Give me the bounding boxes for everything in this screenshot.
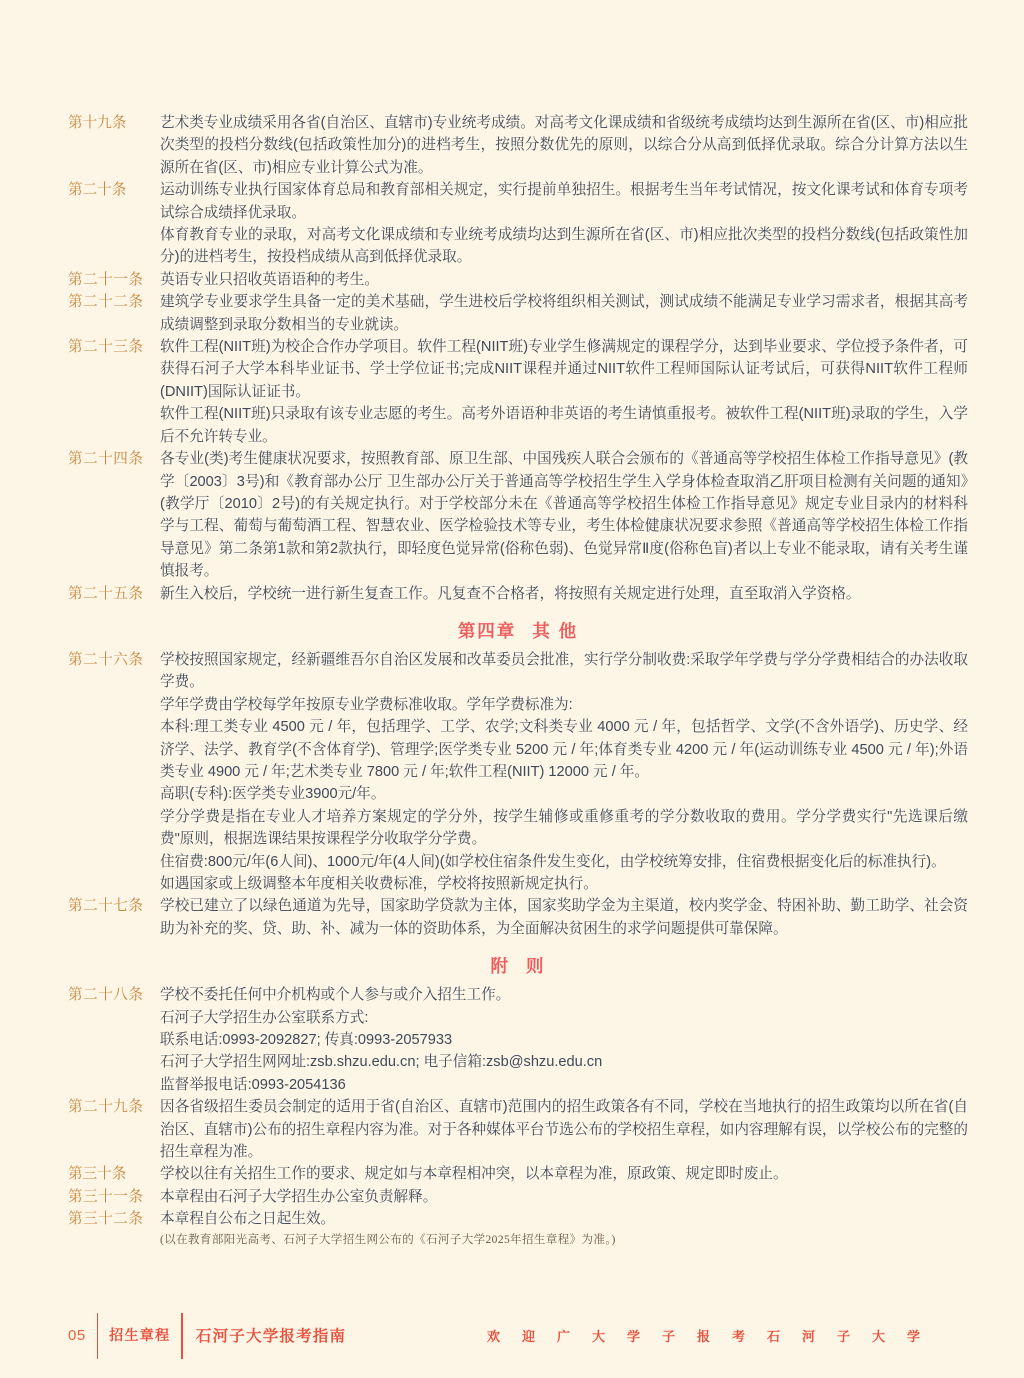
article-26: [68, 649, 968, 895]
article-body: [160, 448, 968, 582]
article-body: [160, 269, 968, 291]
article-body: [160, 984, 968, 1096]
article-paragraph: 建筑学专业要求学生具备一定的美术基础，学生进校后学校将组织相关测试，测试成绩不能满足专业学习需求者，根据其高考成绩调整到录取分数相当的专业就读。: [160, 294, 968, 333]
appendix-heading-left: 附: [490, 956, 510, 977]
article-paragraph: 学分学费是指在专业人才培养方案规定的学分外，按学生辅修或重修重考的学分数收取的费用。学分学费实行"先选课后缴费"原则，根据选课结果按课程学分收取学分学费。: [160, 808, 968, 848]
article-22: [68, 291, 968, 336]
article-body: [160, 1096, 968, 1163]
article-paragraph: 软件工程(NIIT班)只录取有该专业志愿的考生。高考外语语种非英语的考生请慎重报考。被软件工程(NIIT班)录取的学生，入学后不允许转专业。: [160, 406, 968, 445]
article-label: 第二十条: [68, 182, 127, 199]
article-paragraph: 各专业(类)考生健康状况要求，按照教育部、原卫生部、中国残疾人联合会颁布的《普通高等学校招生体检工作指导意见》(教学〔2003〕3号)和《教育部办公厅 卫生部办公厅关于普通高等学校招生学生入学身体检查取消乙肝项目检测有关问题的通知》(教学厅〔2010〕2号)的有关规定执行。对于学校部分未在《普通高等学校招生体检工作指导意见》规定专业目录内的材料科学与工程、葡萄与葡萄酒工程、智慧农业、医学检验技术等专业，考生体检健康状况要求参照《普通高等学校招生体检工作指导意见》第二条第1款和第2款执行，即轻度色觉异常(俗称色弱)、色觉异常Ⅱ度(俗称色盲)者以上专业不能录取，请有关考生谨慎报考。: [160, 451, 968, 580]
article-paragraph: 本章程由石河子大学招生办公室负责解释。: [160, 1188, 438, 1205]
article-paragraph: 学校以往有关招生工作的要求、规定如与本章程相冲突，以本章程为准，原政策、规定即时废止。: [160, 1166, 788, 1183]
article-32: [68, 1208, 968, 1230]
chapter-4-heading-right: 其 他: [532, 620, 579, 641]
article-31: [68, 1186, 968, 1208]
article-label: 第三十条: [68, 1166, 127, 1183]
appendix-note: (以在教育部阳光高考、石河子大学招生网公布的《石河子大学2025年招生章程》为准。): [160, 1233, 616, 1246]
page-footer: [0, 1312, 1024, 1378]
article-paragraph: 新生入校后，学校统一进行新生复查工作。凡复查不合格者，将按照有关规定进行处理，直至取消入学资格。: [160, 585, 861, 602]
article-label: 第二十六条: [68, 651, 144, 668]
article-paragraph: 如遇国家或上级调整本年度相关收费标准，学校将按照新规定执行。: [160, 876, 598, 892]
article-label: 第二十五条: [68, 585, 144, 602]
supervision-hotline: 监督举报电话:0993-2054136: [160, 1076, 346, 1093]
article-28: [68, 984, 968, 1096]
footer-identity: [68, 1320, 346, 1350]
contact-phone-fax: 联系电话:0993-2092827; 传真:0993-2057933: [160, 1032, 453, 1049]
article-body: [160, 291, 968, 336]
article-paragraph: 艺术类专业成绩采用各省(自治区、直辖市)专业统考成绩。对高考文化课成绩和省级统考成绩均达到生源所在省(区、市)相应批次类型的投档分数线(包括政策性加分)的进档考生，按照分数优先的原则，以综合分从高到低择优录取。综合分计算方法以生源所在省(区、市)相应专业计算公式为准。: [160, 115, 968, 176]
article-20: [68, 179, 968, 269]
article-label: 第二十一条: [68, 271, 144, 288]
article-23: [68, 336, 968, 448]
article-29: [68, 1096, 968, 1163]
article-paragraph: 住宿费:800元/年(6人间)、1000元/年(4人间)(如学校住宿条件发生变化，由学校统筹安排，住宿费根据变化后的标准执行)。: [160, 853, 946, 870]
article-paragraph: 学校按照国家规定，经新疆维吾尔自治区发展和改革委员会批准，实行学分制收费:采取学年学费与学分学费相结合的办法收取学费。: [160, 651, 968, 691]
article-label: 第二十二条: [68, 294, 144, 311]
article-label: 第十九条: [68, 115, 127, 131]
article-body: [160, 895, 968, 940]
article-paragraph: 学校已建立了以绿色通道为先导，国家助学贷款为主体，国家奖助学金为主渠道，校内奖学金、特困补助、勤工助学、社会资助为补充的奖、贷、助、补、减为一体的资助体系，为全面解决贫困生的求学问题提供可靠保障。: [160, 898, 968, 937]
article-body: [160, 1163, 968, 1185]
article-body: [160, 1186, 968, 1208]
article-paragraph: 高职(专科):医学类专业3900元/年。: [160, 786, 386, 803]
article-body: [160, 1208, 968, 1230]
article-paragraph: 本科:理工类专业 4500 元 / 年，包括理学、工学、农学;文科类专业 4000 元 / 年，包括哲学、文学(不含外语学)、历史学、经济学、法学、教育学(不含体育学)、管理学;医学类专业 5200 元 / 年;体育类专业 4200 元 / 年(运动训练专业 4500 元 / 年);外语类专业 4900 元 / 年;艺术类专业 7800 元 / 年;软件工程(NIIT) 12000 元 / 年。: [160, 719, 968, 780]
article-30: [68, 1163, 968, 1185]
article-paragraph: 学校不委托任何中介机构或个人参与或介入招生工作。: [160, 987, 511, 1004]
article-label: 第二十八条: [68, 987, 144, 1004]
article-body: [160, 583, 968, 605]
article-label: 第二十七条: [68, 898, 144, 915]
article-body: [160, 336, 968, 448]
article-body: [160, 112, 968, 179]
footer-book-title: 石河子大学报考指南: [195, 1328, 347, 1345]
footer-section-tag: 招生章程: [109, 1327, 171, 1343]
appendix-heading-right: 则: [526, 956, 546, 977]
chapter-4-heading-left: 第四章: [457, 620, 517, 641]
website-and-email: 石河子大学招生网网址:zsb.shzu.edu.cn; 电子信箱:zsb@shzu.edu.cn: [160, 1054, 603, 1071]
footer-page-number: 05: [68, 1326, 86, 1344]
document-content: [68, 112, 968, 1249]
article-19: [68, 112, 968, 179]
article-paragraph: 学年学费由学校每学年按原专业学费标准收取。学年学费标准为:: [160, 696, 573, 713]
article-paragraph: 本章程自公布之日起生效。: [160, 1211, 336, 1228]
article-24: [68, 448, 968, 582]
article-body: [160, 649, 968, 895]
article-paragraph: 软件工程(NIIT班)为校企合作办学项目。软件工程(NIIT班)专业学生修满规定的课程学分，达到毕业要求、学位授予条件者，可获得石河子大学本科毕业证书、学士学位证书;完成NIIT课程并通过NIIT软件工程师国际认证考试后，可获得NIIT软件工程师(DNIIT)国际认证证书。: [160, 339, 968, 400]
article-label: 第三十二条: [68, 1211, 144, 1228]
article-paragraph: 英语专业只招收英语语种的考生。: [160, 271, 379, 288]
article-21: [68, 269, 968, 291]
article-body: [160, 179, 968, 269]
article-25: [68, 583, 968, 605]
footer-slogan: 欢迎广大学子报考石河子大学: [487, 1329, 943, 1344]
article-label: 第二十九条: [68, 1099, 144, 1116]
appendix-heading: [68, 953, 968, 978]
article-27: [68, 895, 968, 940]
article-label: 第二十四条: [68, 451, 144, 468]
article-label: 第二十三条: [68, 339, 144, 356]
article-paragraph: 运动训练专业执行国家体育总局和教育部相关规定，实行提前单独招生。根据考生当年考试情况，按文化课考试和体育专项考试综合成绩择优录取。: [160, 182, 968, 221]
chapter-4-heading: [68, 618, 968, 643]
admissions-office-contact-label: 石河子大学招生办公室联系方式:: [160, 1009, 369, 1026]
article-paragraph: 体育教育专业的录取，对高考文化课成绩和专业统考成绩均达到生源所在省(区、市)相应批次类型的投档分数线(包括政策性加分)的进档考生，按投档成绩从高到低择优录取。: [160, 227, 968, 266]
article-label: 第三十一条: [68, 1188, 144, 1205]
article-paragraph: 因各省级招生委员会制定的适用于省(自治区、直辖市)范围内的招生政策各有不同，学校在当地执行的招生政策均以所在省(自治区、直辖市)公布的招生章程内容为准。对于各种媒体平台节选公布的学校招生章程，如内容理解有误，以学校公布的完整的招生章程为准。: [160, 1099, 968, 1161]
